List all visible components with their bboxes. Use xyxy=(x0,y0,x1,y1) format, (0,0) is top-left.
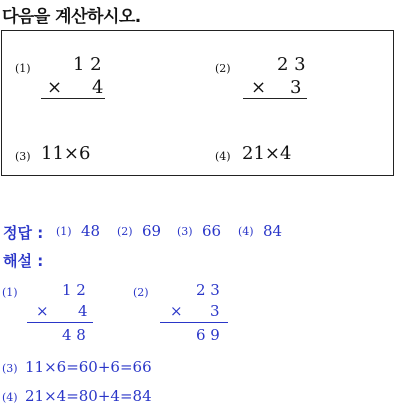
q2-rule xyxy=(243,98,307,99)
solution-2-operator: × xyxy=(170,302,183,320)
solution-2-top-number: 2 3 xyxy=(196,281,220,299)
q3-label: (3) xyxy=(15,150,31,163)
solution-1-label: (1) xyxy=(2,286,18,299)
q2-top-number: 2 3 xyxy=(277,54,306,75)
solution-2-result: 6 9 xyxy=(196,326,220,344)
answer-heading: 정답 : xyxy=(3,224,44,242)
answer-4-label: (4) xyxy=(238,225,254,238)
q1-label: (1) xyxy=(15,62,31,75)
solution-1-rule xyxy=(27,322,93,323)
solution-2-label: (2) xyxy=(133,286,149,299)
answer-1-label: (1) xyxy=(56,225,72,238)
solution-3-expression: 11×6=60+6=66 xyxy=(25,358,152,376)
answer-3-value: 66 xyxy=(202,222,222,240)
solution-2-bottom-number: 3 xyxy=(210,302,220,320)
q2-operator: × xyxy=(251,77,267,98)
q2-label: (2) xyxy=(215,62,231,75)
q1-top-number: 1 2 xyxy=(73,54,102,75)
question-title: 다음을 계산하시오. xyxy=(2,7,141,27)
solution-4-expression: 21×4=80+4=84 xyxy=(25,387,152,405)
solution-1-bottom-number: 4 xyxy=(78,302,88,320)
solution-4-label: (4) xyxy=(2,391,18,404)
solution-heading: 해설 : xyxy=(3,252,44,270)
solution-2-rule xyxy=(160,322,228,323)
q1-operator: × xyxy=(47,77,63,98)
q4-label: (4) xyxy=(215,150,231,163)
answer-2-label: (2) xyxy=(117,225,133,238)
solution-1-top-number: 1 2 xyxy=(62,281,86,299)
answer-4-value: 84 xyxy=(263,222,283,240)
q1-bottom-number: 4 xyxy=(92,77,104,98)
solution-1-result: 4 8 xyxy=(62,326,86,344)
q3-expression: 11×6 xyxy=(41,143,91,164)
answer-3-label: (3) xyxy=(177,225,193,238)
solution-1-operator: × xyxy=(36,302,49,320)
answer-2-value: 69 xyxy=(142,222,162,240)
solution-3-label: (3) xyxy=(2,362,18,375)
q4-expression: 21×4 xyxy=(242,143,292,164)
answer-1-value: 48 xyxy=(81,222,101,240)
q1-rule xyxy=(41,98,105,99)
q2-bottom-number: 3 xyxy=(290,77,302,98)
